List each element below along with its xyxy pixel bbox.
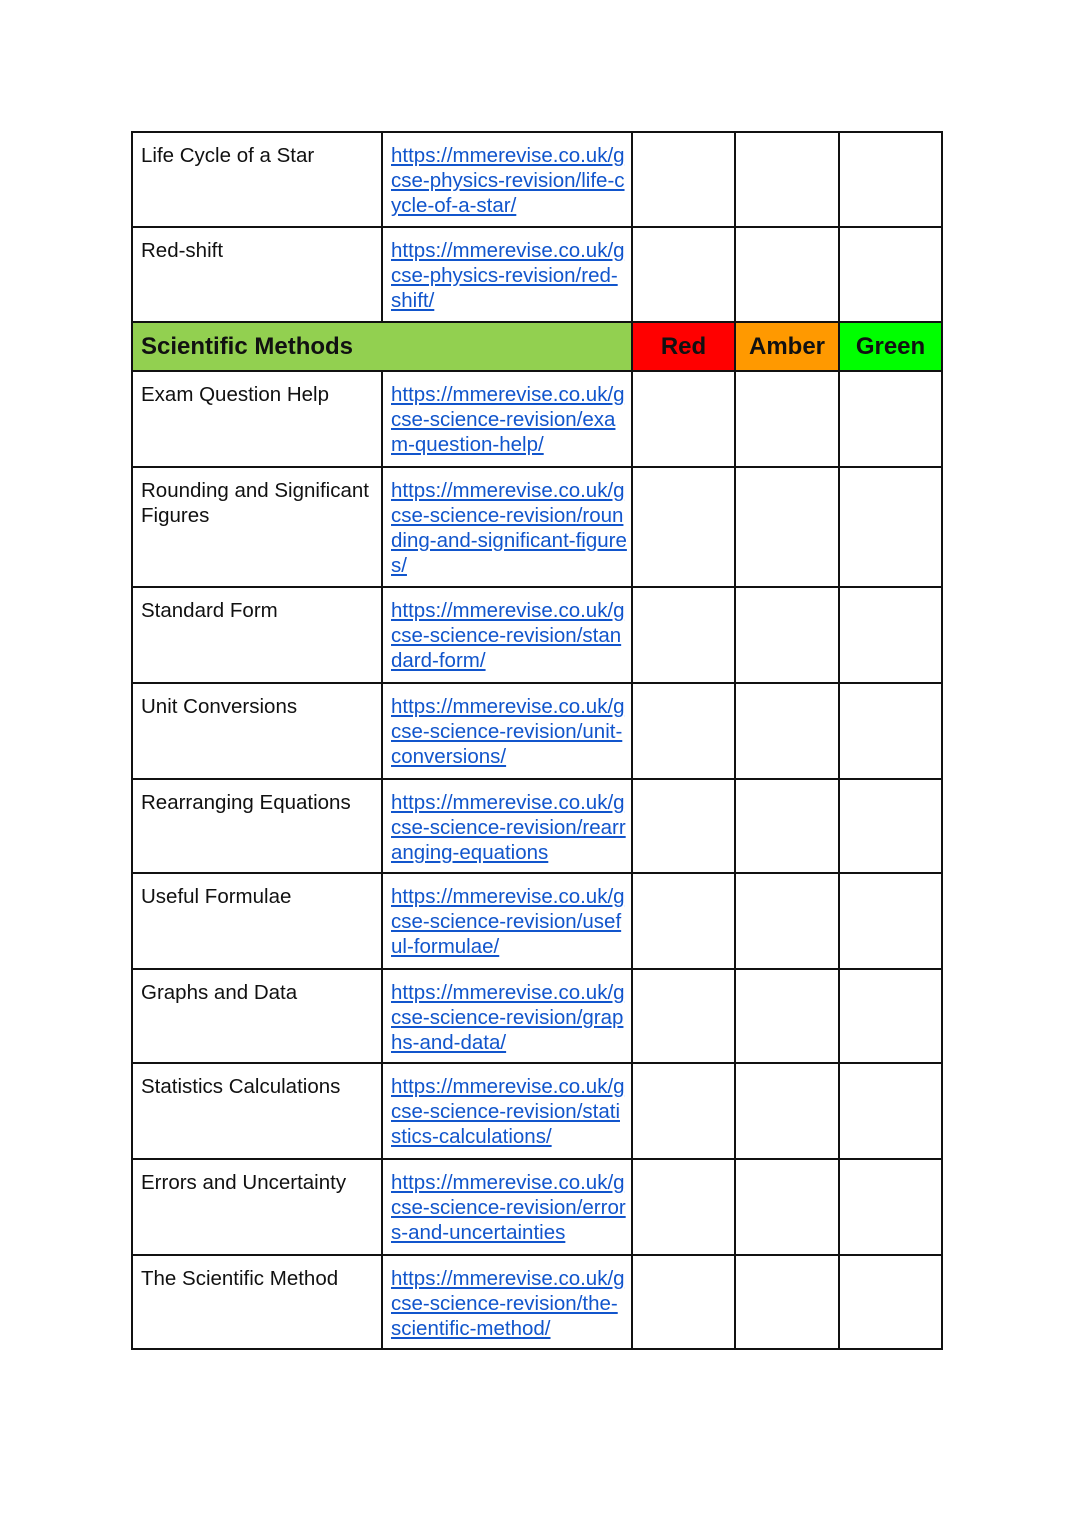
revision-link[interactable]: https://mmerevise.co.uk/gcse-science-revision/the-scientific-method/ (391, 1267, 625, 1340)
revision-link[interactable]: https://mmerevise.co.uk/gcse-science-revision/errors-and-uncertainties (391, 1171, 626, 1244)
red-rating-cell[interactable] (632, 683, 735, 779)
revision-link[interactable]: https://mmerevise.co.uk/gcse-science-revision/rearranging-equations (391, 791, 626, 864)
revision-link[interactable]: https://mmerevise.co.uk/gcse-science-revision/exam-question-help/ (391, 383, 625, 456)
link-cell (382, 467, 632, 587)
table-row (132, 467, 942, 587)
rag-header-amber: Amber (735, 322, 839, 371)
table-row (132, 969, 942, 1063)
topic-cell: Exam Question Help (132, 371, 382, 467)
table-row (132, 371, 942, 467)
revision-link[interactable]: https://mmerevise.co.uk/gcse-science-revision/statistics-calculations/ (391, 1075, 625, 1148)
table-body (132, 132, 942, 1349)
topic-cell: Useful Formulae (132, 873, 382, 969)
revision-link[interactable]: https://mmerevise.co.uk/gcse-science-revision/standard-form/ (391, 599, 625, 672)
topic-cell: Life Cycle of a Star (132, 132, 382, 227)
amber-rating-cell[interactable] (735, 1063, 839, 1159)
red-rating-cell[interactable] (632, 1255, 735, 1349)
rag-header-green: Green (839, 322, 942, 371)
table-row (132, 227, 942, 322)
green-rating-cell[interactable] (839, 1159, 942, 1255)
green-rating-cell[interactable] (839, 587, 942, 683)
amber-rating-cell[interactable] (735, 1255, 839, 1349)
topic-cell: Standard Form (132, 587, 382, 683)
green-rating-cell[interactable] (839, 132, 942, 227)
rag-header-red: Red (632, 322, 735, 371)
link-cell (382, 1063, 632, 1159)
link-cell (382, 1159, 632, 1255)
green-rating-cell[interactable] (839, 1255, 942, 1349)
link-cell (382, 683, 632, 779)
topic-cell: Errors and Uncertainty (132, 1159, 382, 1255)
red-rating-cell[interactable] (632, 1063, 735, 1159)
link-cell (382, 371, 632, 467)
amber-rating-cell[interactable] (735, 779, 839, 873)
link-cell (382, 227, 632, 322)
topic-cell: Red-shift (132, 227, 382, 322)
red-rating-cell[interactable] (632, 779, 735, 873)
link-cell (382, 1255, 632, 1349)
table-row (132, 873, 942, 969)
amber-rating-cell[interactable] (735, 132, 839, 227)
topic-cell: Rearranging Equations (132, 779, 382, 873)
table-row (132, 587, 942, 683)
revision-link[interactable]: https://mmerevise.co.uk/gcse-physics-revision/life-cycle-of-a-star/ (391, 144, 625, 217)
red-rating-cell[interactable] (632, 587, 735, 683)
amber-rating-cell[interactable] (735, 683, 839, 779)
amber-rating-cell[interactable] (735, 587, 839, 683)
revision-link[interactable]: https://mmerevise.co.uk/gcse-physics-revision/red-shift/ (391, 239, 625, 312)
green-rating-cell[interactable] (839, 873, 942, 969)
table-row (132, 1063, 942, 1159)
green-rating-cell[interactable] (839, 969, 942, 1063)
link-cell (382, 969, 632, 1063)
red-rating-cell[interactable] (632, 873, 735, 969)
table-row (132, 1159, 942, 1255)
revision-checklist-table (131, 131, 943, 1350)
topic-cell: Unit Conversions (132, 683, 382, 779)
topic-cell: The Scientific Method (132, 1255, 382, 1349)
revision-link[interactable]: https://mmerevise.co.uk/gcse-science-revision/rounding-and-significant-figures/ (391, 479, 627, 577)
amber-rating-cell[interactable] (735, 371, 839, 467)
amber-rating-cell[interactable] (735, 969, 839, 1063)
red-rating-cell[interactable] (632, 371, 735, 467)
red-rating-cell[interactable] (632, 1159, 735, 1255)
table-row (132, 683, 942, 779)
topic-cell: Graphs and Data (132, 969, 382, 1063)
amber-rating-cell[interactable] (735, 1159, 839, 1255)
revision-link[interactable]: https://mmerevise.co.uk/gcse-science-revision/useful-formulae/ (391, 885, 625, 958)
red-rating-cell[interactable] (632, 969, 735, 1063)
amber-rating-cell[interactable] (735, 227, 839, 322)
green-rating-cell[interactable] (839, 1063, 942, 1159)
link-cell (382, 132, 632, 227)
section-title: Scientific Methods (132, 322, 632, 371)
green-rating-cell[interactable] (839, 683, 942, 779)
red-rating-cell[interactable] (632, 227, 735, 322)
amber-rating-cell[interactable] (735, 873, 839, 969)
topic-cell: Statistics Calculations (132, 1063, 382, 1159)
revision-link[interactable]: https://mmerevise.co.uk/gcse-science-revision/graphs-and-data/ (391, 981, 625, 1054)
table-row (132, 132, 942, 227)
topic-cell: Rounding and Significant Figures (132, 467, 382, 587)
green-rating-cell[interactable] (839, 227, 942, 322)
table-row (132, 779, 942, 873)
link-cell (382, 779, 632, 873)
red-rating-cell[interactable] (632, 467, 735, 587)
red-rating-cell[interactable] (632, 132, 735, 227)
green-rating-cell[interactable] (839, 371, 942, 467)
link-cell (382, 873, 632, 969)
table-row (132, 1255, 942, 1349)
green-rating-cell[interactable] (839, 467, 942, 587)
section-header-row (132, 322, 942, 371)
revision-link[interactable]: https://mmerevise.co.uk/gcse-science-revision/unit-conversions/ (391, 695, 625, 768)
green-rating-cell[interactable] (839, 779, 942, 873)
amber-rating-cell[interactable] (735, 467, 839, 587)
link-cell (382, 587, 632, 683)
